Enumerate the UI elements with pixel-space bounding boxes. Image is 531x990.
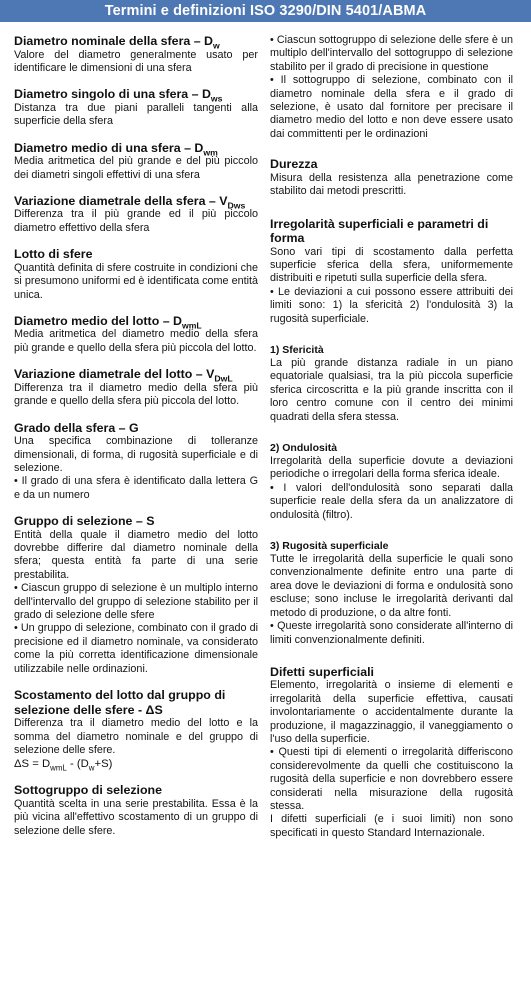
definition-ball-grade <box>14 421 258 503</box>
term-text: I difetti superficiali (e i suoi limiti) non sono specificati in questo Standard Internazionale. <box>270 813 513 839</box>
term-text: • Questi tipi di elementi o irregolarità differiscono considerevolmente da quelli che costituiscono la rugosità della superficie e non dovrebbero essere considerati nella misurazione della rugosità stessa. <box>270 746 513 813</box>
term-text: Tutte le irregolarità della superficie le quali sono convenzionalmente definite entro una parte di area dove le deviazioni di forma e ondulosità sono escluse; sono incluse le irregolarità derivanti dal metodo di produzione, o da altre fonti. <box>270 553 513 619</box>
term-text: Differenza tra il diametro medio del lotto e la somma del diametro nominale e del gruppo di selezione delle sfere. <box>14 717 258 756</box>
term-text: Elemento, irregolarità o insieme di elementi e irregolarità della superficie effettiva, causati involontariamente o accidentalmente durante la produzione, il magazzinaggio, il vaneggiamento o l'uso della superficie. <box>270 679 513 746</box>
content-columns <box>0 22 531 852</box>
term-text: • Ciascun sottogruppo di selezione delle sfere è un multiplo dell'intervallo del sottogruppo di selezione stabilito per il grado di precisione in questione <box>270 34 513 73</box>
term-heading: Diametro singolo di una sfera – $D_{ws}$ <box>14 87 223 104</box>
term-text: • Le deviazioni a cui possono essere attribuiti dei limiti sono: 1) la sfericità 2) l'ondulosità 3) la rugosità superficiale. <box>270 285 513 325</box>
page-title: Termini e definizioni ISO 3290/DIN 5401/ABMA <box>104 3 427 19</box>
definition-surface-roughness <box>270 540 513 647</box>
term-text: • Il grado di una sfera è identificato dalla lettera G e da un numero <box>14 475 258 501</box>
term-heading: Sottogruppo di selezione <box>14 783 162 798</box>
term-heading: Gruppo di selezione – S <box>14 514 155 529</box>
definition-selection-group <box>14 514 258 676</box>
term-text: Quantità definita di sfere costruite in condizioni che si presumono uniformi ed è identificata come entità unica. <box>14 261 258 301</box>
term-heading: Diametro nominale della sfera – $D_w$ <box>14 34 220 51</box>
right-column <box>270 34 513 852</box>
term-text: • Queste irregolarità sono considerate all'interno di limiti convenzionalmente definiti. <box>270 620 513 646</box>
definition-lot-diameter-variation <box>14 367 258 408</box>
definition-surface-defects <box>270 665 513 840</box>
term-text: La più grande distanza radiale in un piano equatoriale qualsiasi, tra la più piccola superficie sferica circoscritta e la più grande inscritta con il loro centro comune con il centro dei minimi quadrati della sfera stessa. <box>270 357 513 423</box>
term-text: Media aritmetica del più grande e del più piccolo dei diametri singoli effettivi di una sfera <box>14 155 258 181</box>
term-text: Media aritmetica del diametro medio della sfera più grande e quello della sfera più piccola del lotto. <box>14 328 258 354</box>
term-text: • Un gruppo di selezione, combinato con il grado di precisione ed il diametro nominale, va considerato come la più corretta identificazione dimensionale utilizzabile nelle ordinazioni. <box>14 622 258 675</box>
term-heading: Scostamento del lotto dal gruppo di selezione delle sfere - ΔS <box>14 688 226 717</box>
term-text: Entità della quale il diametro medio del lotto dovrebbe differire dal diametro nominale della sfera; questa entità fa parte di una serie prestabilita. <box>14 528 258 581</box>
formula: $\Delta S = D_{wmL} - (D_w+S)$ <box>14 758 113 773</box>
term-heading: Diametro medio di una sfera – $D_{wm}$ <box>14 140 218 158</box>
term-subheading: 2) Ondulosità <box>270 442 338 455</box>
definition-waviness <box>270 442 513 522</box>
definition-mean-diameter <box>14 141 258 182</box>
term-heading: Diametro medio del lotto – $D_{wmL}$ <box>14 313 202 331</box>
term-heading: Grado della sfera – G <box>14 420 139 435</box>
term-text: • Ciascun gruppo di selezione è un multiplo interno dell'intervallo del gruppo di selezione stabilito per il grado di selezione delle sfere <box>14 582 258 622</box>
term-text: Una specifica combinazione di tolleranze dimensionali, di forma, di rugosità superficiale e di selezione. <box>14 435 258 474</box>
term-heading: Variazione diametrale della sfera – $V_{Dws}$ <box>14 193 246 211</box>
definition-nominal-diameter <box>14 34 258 75</box>
definition-ball-lot <box>14 247 258 302</box>
term-heading: Variazione diametrale del lotto – $V_{DwL}$ <box>14 367 233 384</box>
term-text: Quantità scelta in una serie prestabilita. Essa è la più vicina all'effettivo scostamento di un gruppo di selezione delle sfere. <box>14 797 258 837</box>
term-subheading: 3) Rugosità superficiale <box>270 540 389 553</box>
term-heading: Durezza <box>270 157 318 172</box>
term-text: Misura della resistenza alla penetrazione come stabilito dai metodi prescritti. <box>270 171 513 198</box>
term-heading: Lotto di sfere <box>14 247 93 262</box>
term-text: Differenza tra il più grande ed il più piccolo diametro effettivo della sfera <box>14 208 258 234</box>
term-text: • Il sottogruppo di selezione, combinato con il diametro nominale della sfera e il grado di selezione, è usato dal fornitore per precisare il diametro medio del lotto e non deve essere usato dai committenti per le ordinazioni <box>270 74 513 140</box>
definition-selection-subgroup <box>14 783 258 838</box>
definition-sphericity <box>270 344 513 424</box>
term-text: Distanza tra due piani paralleli tangenti alla superficie della sfera <box>14 101 258 128</box>
definition-lot-mean-diameter <box>14 314 258 355</box>
left-column <box>14 34 258 852</box>
term-text: Differenza tra il diametro medio della sfera più grande e quello della sfera più piccola del lotto. <box>14 381 258 408</box>
term-text: Valore del diametro generalmente usato per identificare le dimensioni di una sfera <box>14 48 258 74</box>
term-subheading: 1) Sfericità <box>270 344 324 356</box>
term-heading: Irregolarità superficiali e parametri di forma <box>270 216 489 246</box>
definition-single-diameter <box>14 87 258 128</box>
term-text: • I valori dell'ondulosità sono separati dalla superficie reale della sfera da un analizzatore di ondulosità (filtro). <box>270 481 513 521</box>
term-heading: Difetti superficiali <box>270 664 374 679</box>
subgroup-continued <box>270 34 513 141</box>
definition-hardness <box>270 157 513 198</box>
definition-surface-irregularities <box>270 217 513 326</box>
definition-diameter-variation <box>14 194 258 235</box>
definition-lot-deviation <box>14 688 258 771</box>
term-text: Sono vari tipi di scostamento dalla perfetta superficie sferica della sfera, uniformemente distribuiti e ripetuti sulla superficie della sfera. <box>270 245 513 285</box>
page-header <box>0 0 531 22</box>
term-text: Irregolarità della superficie dovute a deviazioni periodiche o irregolari della forma sferica ideale. <box>270 455 513 481</box>
